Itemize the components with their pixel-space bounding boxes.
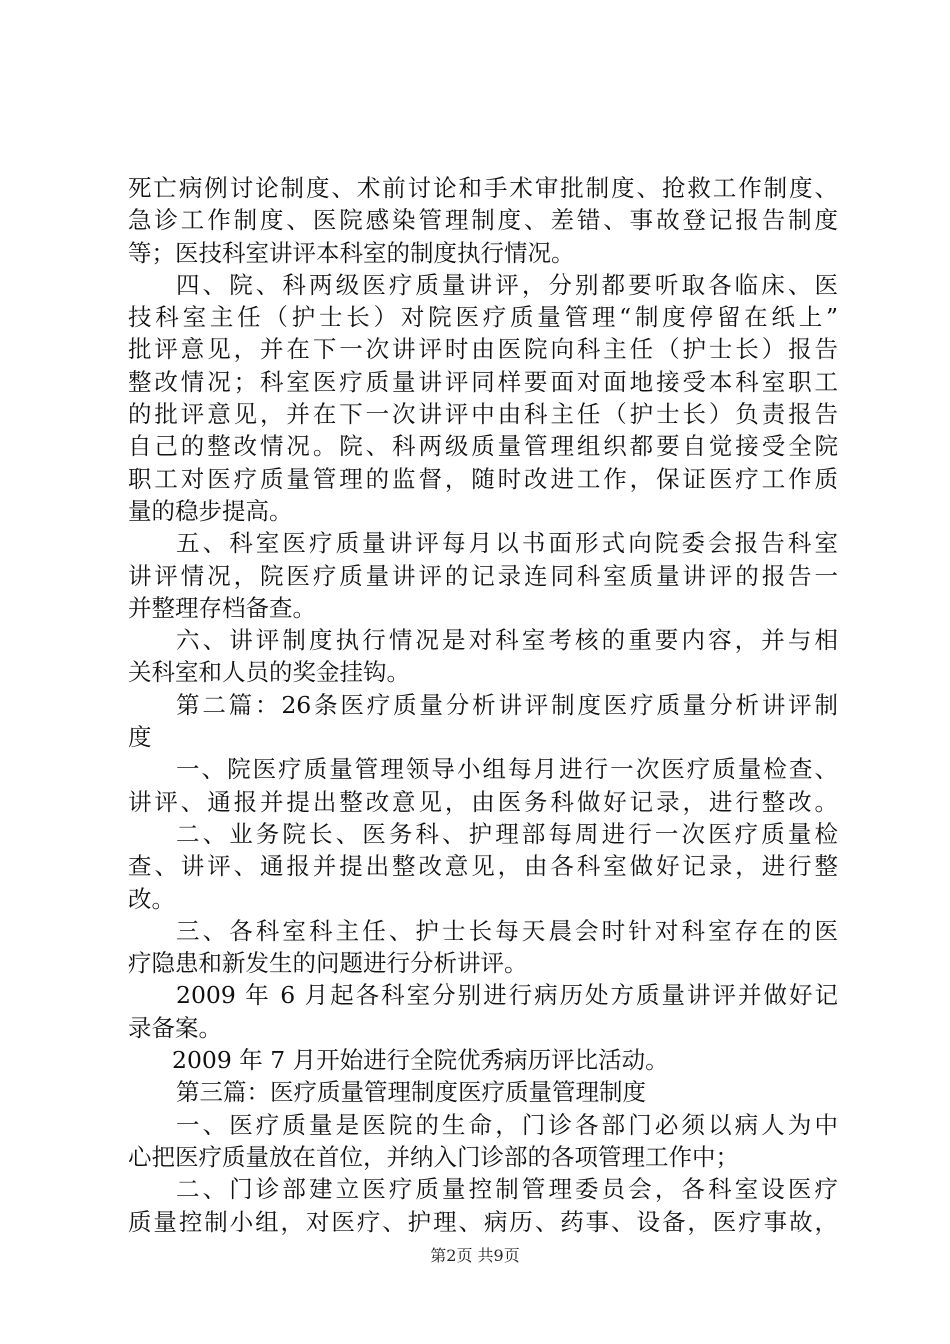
text-line: 量的稳步提高。: [128, 496, 293, 525]
text-line: 三、各科室科主任、护士长每天晨会时针对科室存在的医: [176, 916, 838, 945]
text-line: 批评意见，并在下一次讲评时由医院向科主任（护士长）报告: [128, 335, 838, 364]
text-line: 讲评情况，院医疗质量讲评的记录连同科室质量讲评的报告一: [128, 561, 838, 590]
text-line: 查、讲评、通报并提出整改意见，由各科室做好记录，进行整: [128, 852, 838, 881]
text-line: 讲评、通报并提出整改意见，由医务科做好记录，进行整改。: [128, 787, 838, 816]
text-line: 改。: [128, 884, 175, 913]
text-line: 2009 年 7 月开始进行全院优秀病历评比活动。: [172, 1046, 669, 1075]
text-line: 疗隐患和新发生的问题进行分析讲评。: [128, 949, 528, 978]
document-body: [128, 172, 838, 1238]
text-line: 等；医技科室讲评本科室的制度执行情况。: [128, 238, 575, 267]
text-line: 关科室和人员的奖金挂钩。: [128, 658, 410, 687]
text-line: 的批评意见，并在下一次讲评中由科主任（护士长）负责报告: [128, 400, 838, 429]
text-line: 二、门诊部建立医疗质量控制管理委员会，各科室设医疗: [176, 1175, 838, 1204]
text-line: 自己的整改情况。院、科两级质量管理组织都要自觉接受全院: [128, 432, 838, 461]
text-line: 一、医疗质量是医院的生命，门诊各部门必须以病人为中: [176, 1110, 838, 1139]
section-heading: 第三篇：医疗质量管理制度医疗质量管理制度: [176, 1078, 646, 1107]
text-line: 质量控制小组，对医疗、护理、病历、药事、设备，医疗事故，: [128, 1207, 838, 1236]
text-line: 四、院、科两级医疗质量讲评，分别都要听取各临床、医: [176, 270, 838, 299]
text-line: 整改情况；科室医疗质量讲评同样要面对面地接受本科室职工: [128, 367, 838, 396]
text-line: 技科室主任（护士长）对院医疗质量管理“制度停留在纸上”: [128, 303, 838, 332]
text-line: 2009 年 6 月起各科室分别进行病历处方质量讲评并做好记: [176, 981, 838, 1010]
text-line: 并整理存档备查。: [128, 593, 316, 622]
text-line: 一、院医疗质量管理领导小组每月进行一次医疗质量检查、: [176, 755, 838, 784]
text-line: 死亡病例讨论制度、术前讨论和手术审批制度、抢救工作制度、: [128, 174, 838, 202]
text-line: 二、业务院长、医务科、护理部每周进行一次医疗质量检: [176, 819, 838, 848]
page-footer: 第2页 共9页: [430, 1246, 520, 1265]
text-line: 心把医疗质量放在首位，并纳入门诊部的各项管理工作中；: [128, 1142, 739, 1171]
text-line: 录备案。: [128, 1013, 222, 1042]
section-heading: 第二篇：26条医疗质量分析讲评制度医疗质量分析讲评制: [176, 690, 838, 719]
text-line: 六、讲评制度执行情况是对科室考核的重要内容，并与相: [176, 626, 838, 655]
text-line: 五、科室医疗质量讲评每月以书面形式向院委会报告科室: [176, 529, 838, 558]
section-heading: 度: [128, 723, 152, 752]
text-line: 职工对医疗质量管理的监督，随时改进工作，保证医疗工作质: [128, 464, 838, 493]
text-line: 急诊工作制度、医院感染管理制度、差错、事故登记报告制度: [128, 206, 838, 235]
